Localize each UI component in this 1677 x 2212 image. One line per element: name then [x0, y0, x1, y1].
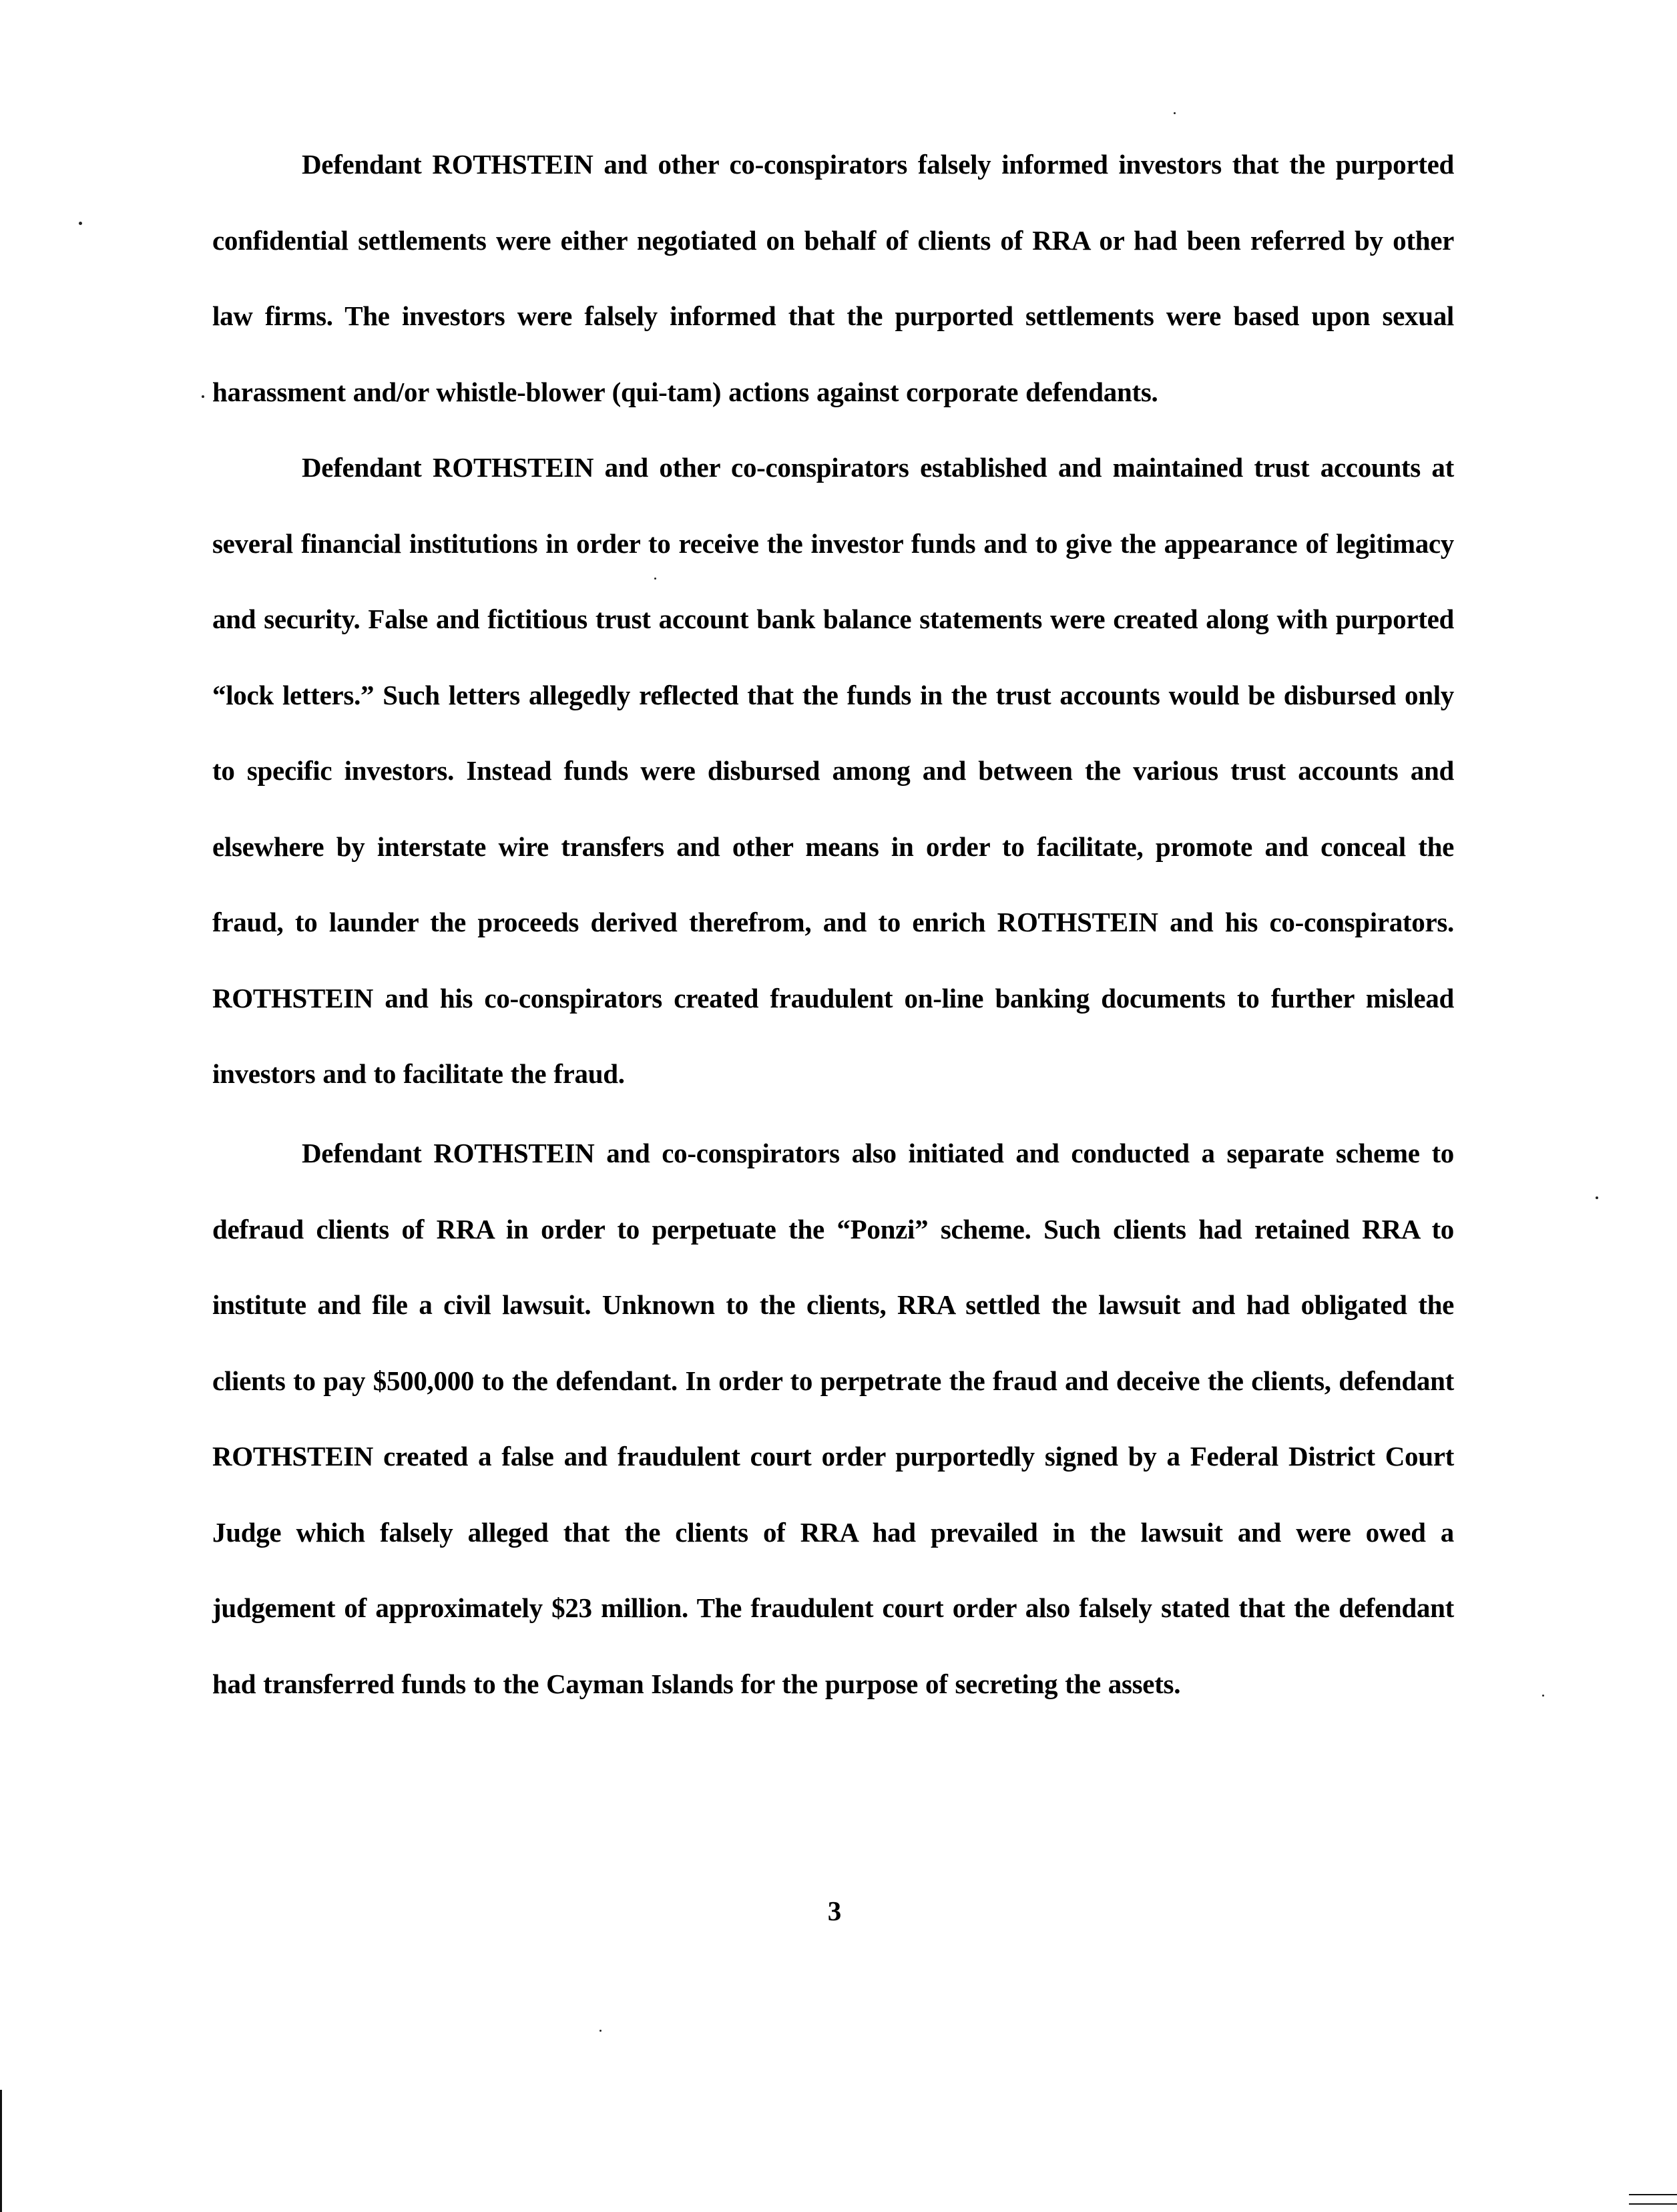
scan-speck	[79, 222, 82, 225]
scan-speck	[1174, 112, 1176, 114]
page-number: 3	[827, 1896, 842, 1926]
paragraph-3: Defendant ROTHSTEIN and co-conspirators also initiated and conducted a separate scheme to defraud clients of RRA in order to perpetuate the “Ponzi” scheme. Such clients had retained RRA to institute and file a civil lawsuit. Unknown to the clients, RRA settled the lawsuit and had obligated the clients to pay $500,000 to the defendant. In order to perpetrate the fraud and deceive the clients, defendant ROTHSTEIN created a false and fraudulent court order purportedly signed by a Federal District Court Judge which falsely alleged that the clients of RRA had prevailed in the lawsuit and were owed a judgement of approximately $23 million. The fraudulent court order also falsely stated that the defendant had transferred funds to the Cayman Islands for the purpose of secreting the assets.	[212, 1138, 1454, 1699]
scan-speck	[1596, 1196, 1598, 1199]
paragraph-1: Defendant ROTHSTEIN and other co-conspirators falsely informed investors that the purported confidential settlements were either negotiated on behalf of clients of RRA or had been referred by other law firms. The investors were falsely informed that the purported settlements were based upon sexual harassment and/or whistle-blower (qui-tam) actions against corporate defendants.	[212, 149, 1454, 407]
scan-edge-mark	[0, 2090, 2, 2212]
scan-edge-mark	[1629, 2203, 1677, 2205]
scan-speck	[1542, 1695, 1544, 1697]
scan-speck	[202, 395, 204, 398]
scan-speck	[654, 578, 656, 580]
paragraph-2: Defendant ROTHSTEIN and other co-conspirators established and maintained trust accounts at several financial institutions in order to receive the investor funds and to give the appearance of legitimacy and security. False and fictitious trust account bank balance statements were created along with purported “lock letters.” Such letters allegedly reflected that the funds in the trust accounts would be disbursed only to specific investors. Instead funds were disbursed among and between the various trust accounts and elsewhere by interstate wire transfers and other means in order to facilitate, promote and conceal the fraud, to launder the proceeds derived therefrom, and to enrich ROTHSTEIN and his co-conspirators. ROTHSTEIN and his co-conspirators created fraudulent on-line banking documents to further mislead investors and to facilitate the fraud.	[212, 452, 1454, 1089]
scan-speck	[600, 2030, 602, 2032]
scan-edge-mark	[1629, 2194, 1677, 2195]
